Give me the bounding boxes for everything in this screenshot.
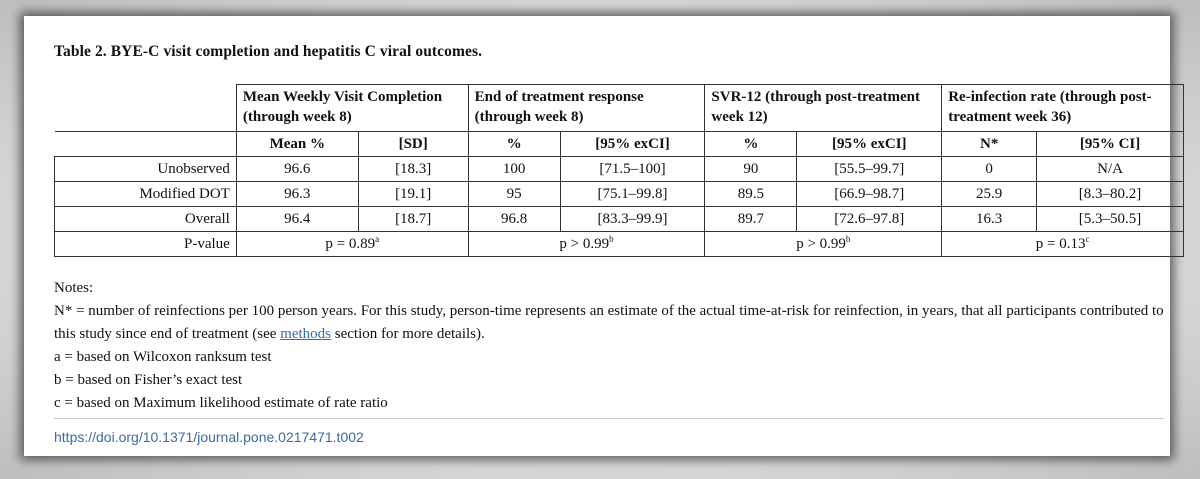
table-cell: 90 <box>705 157 797 182</box>
sub-header: N* <box>942 132 1037 157</box>
table-cell: 100 <box>468 157 560 182</box>
note-a: a = based on Wilcoxon ranksum test <box>54 349 272 365</box>
group-header-visit-completion: Mean Weekly Visit Completion (through week 8) <box>236 85 468 132</box>
table-row <box>55 182 1184 207</box>
table-cell: 89.7 <box>705 207 797 232</box>
pvalue-cell: p = 0.13$^c$ <box>942 232 1184 257</box>
row-label: P-value <box>55 232 237 257</box>
table-cell: [5.3–50.5] <box>1037 207 1184 232</box>
sub-header: [95% exCI] <box>797 132 942 157</box>
notes-heading: Notes: <box>54 280 94 296</box>
table-cell: [75.1–99.8] <box>560 182 705 207</box>
table-cell: 95 <box>468 182 560 207</box>
footnote-marker: a <box>375 234 380 244</box>
table-cell: [71.5–100] <box>560 157 705 182</box>
corner-cell <box>55 132 237 157</box>
table-cell: [18.7] <box>358 207 468 232</box>
pvalue-cell: p > 0.99$^b$ <box>468 232 705 257</box>
table-cell: 0 <box>942 157 1037 182</box>
table-cell: [72.6–97.8] <box>797 207 942 232</box>
corner-cell <box>55 85 237 132</box>
methods-link[interactable]: methods <box>280 326 332 342</box>
table-cell: 96.8 <box>468 207 560 232</box>
table-cell: [8.3–80.2] <box>1037 182 1184 207</box>
table-cell: 96.4 <box>236 207 358 232</box>
sub-header: [95% CI] <box>1037 132 1184 157</box>
pvalue-row <box>55 232 1184 257</box>
group-header-end-of-treatment: End of treatment response (through week 8) <box>468 85 705 132</box>
results-table <box>54 84 1184 257</box>
table-notes <box>54 277 1164 415</box>
sub-header: % <box>468 132 560 157</box>
doi-link[interactable]: https://doi.org/10.1371/journal.pone.0217471.t002 <box>54 429 364 445</box>
sub-header-row <box>55 132 1184 157</box>
table-row <box>55 157 1184 182</box>
table-cell: [18.3] <box>358 157 468 182</box>
table-row <box>55 207 1184 232</box>
pvalue-cell: p = 0.89$^a$ <box>236 232 468 257</box>
row-label: Modified DOT <box>55 182 237 207</box>
note-n-star: N* = number of reinfections per 100 person years. For this study, person-time represents an estimate of the actual time-at-risk for reinfection, in years, that all participants contributed to this study since end of treatment (see methods section for more details). <box>54 303 1164 342</box>
sub-header: % <box>705 132 797 157</box>
sub-header: Mean % <box>236 132 358 157</box>
group-header-reinfection: Re-infection rate (through post-treatment week 36) <box>942 85 1184 132</box>
table-cell: [66.9–98.7] <box>797 182 942 207</box>
group-header-svr12: SVR-12 (through post-treatment week 12) <box>705 85 942 132</box>
footnote-marker: c <box>1085 234 1090 244</box>
divider <box>54 418 1164 419</box>
footnote-marker: b <box>609 234 614 244</box>
row-label: Unobserved <box>55 157 237 182</box>
table-cell: N/A <box>1037 157 1184 182</box>
table-cell: 16.3 <box>942 207 1037 232</box>
table-cell: [19.1] <box>358 182 468 207</box>
table-cell: [55.5–99.7] <box>797 157 942 182</box>
group-header-row <box>55 85 1184 132</box>
row-label: Overall <box>55 207 237 232</box>
sub-header: [SD] <box>358 132 468 157</box>
pvalue-cell: p > 0.99$^b$ <box>705 232 942 257</box>
table-cell: 25.9 <box>942 182 1037 207</box>
footnote-marker: b <box>845 234 851 244</box>
note-c: c = based on Maximum likelihood estimate of rate ratio <box>54 395 388 411</box>
table-cell: 96.3 <box>236 182 358 207</box>
table-cell: [83.3–99.9] <box>560 207 705 232</box>
table-title: Table 2. BYE-C visit completion and hepatitis C viral outcomes. <box>54 43 483 60</box>
table-card <box>24 16 1170 456</box>
table-cell: 96.6 <box>236 157 358 182</box>
sub-header: [95% exCI] <box>560 132 705 157</box>
table-cell: 89.5 <box>705 182 797 207</box>
note-b: b = based on Fisher’s exact test <box>54 372 243 388</box>
